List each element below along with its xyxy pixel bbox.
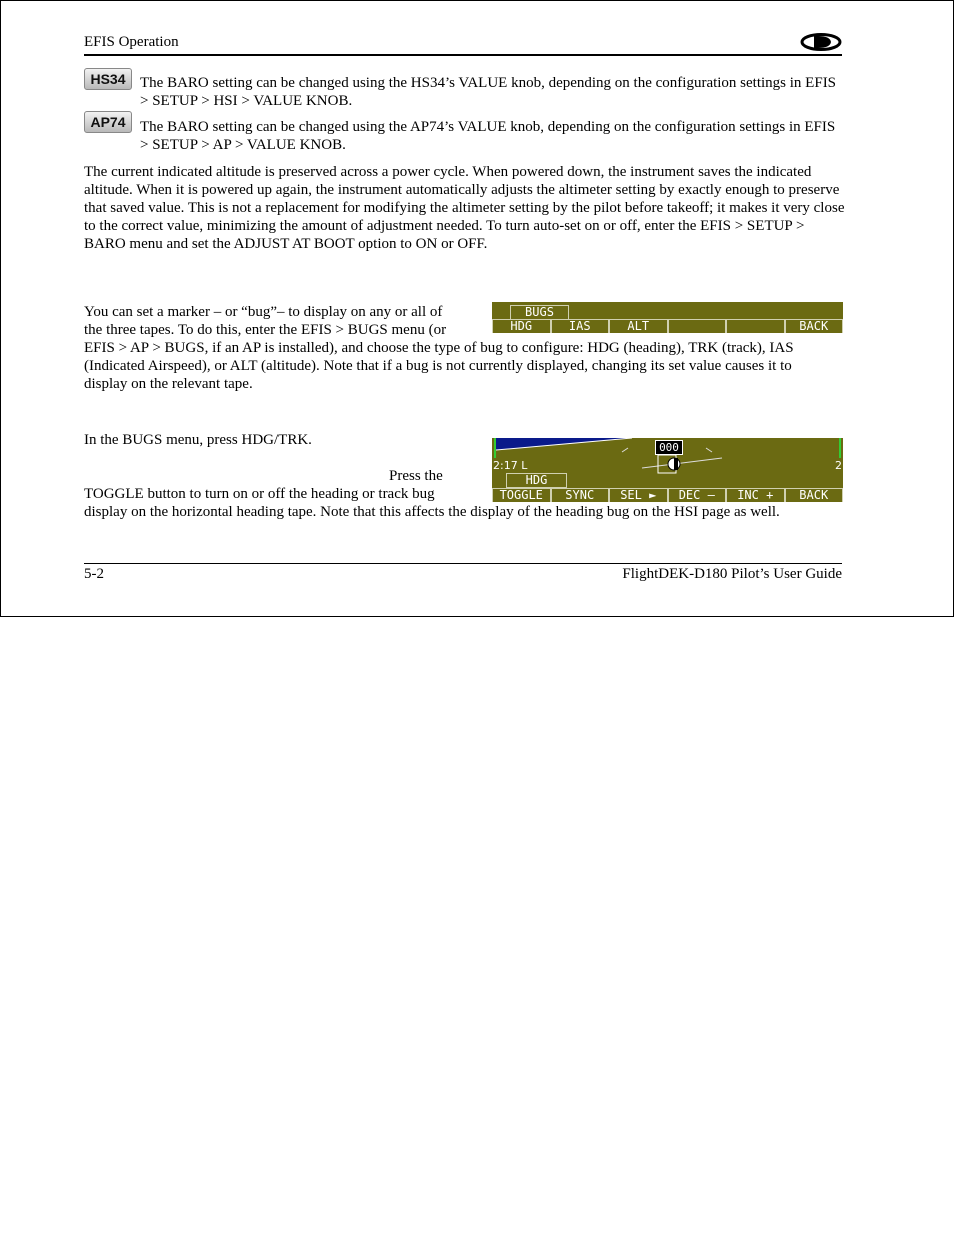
edge-digit: 2 — [835, 459, 842, 472]
inc-button[interactable]: INC + — [726, 488, 785, 502]
bugs-menu-tab: BUGS — [510, 305, 569, 320]
hs34-note: The BARO setting can be changed using the HS34’s VALUE knob, depending on the configuration settings in EFIS > SETUP > HSI > VALUE KNOB. — [140, 75, 837, 109]
sync-button[interactable]: SYNC — [551, 488, 610, 502]
hdg-menu-tab: HDG — [506, 473, 567, 488]
blank-button-5[interactable] — [726, 319, 785, 333]
sel-button[interactable]: SEL ► — [609, 488, 668, 502]
bugs-button-row — [492, 319, 843, 333]
bugs-line-4: (Indicated Airspeed), or ALT (altitude). Note that if a bug is not currently displayed, changing its set value causes it to — [84, 358, 792, 374]
time-readout: 2:17 L — [493, 459, 528, 472]
hdg-paragraph-line-3: TOGGLE button to turn on or off the heading or track bug — [84, 486, 435, 502]
guide-title: FlightDEK-D180 Pilot’s User Guide — [622, 566, 842, 582]
back-button[interactable]: BACK — [785, 319, 844, 333]
bugs-line-3: EFIS > AP > BUGS, if an AP is installed), and choose the type of bug to configure: HDG (heading), TRK (track), IAS — [84, 340, 794, 356]
ias-button[interactable]: IAS — [551, 319, 610, 333]
page-footer — [84, 563, 842, 582]
bugs-line-1: You can set a marker – or “bug”– to display on any or all of — [84, 304, 443, 320]
bugs-line-2: the three tapes. To do this, enter the EFIS > BUGS menu (or — [84, 322, 447, 338]
bugs-menu-screenshot — [492, 302, 843, 333]
hs34-badge: HS34 — [84, 68, 132, 90]
ap74-note: The BARO setting can be changed using the AP74’s VALUE knob, depending on the configuration settings in EFIS > SETUP > AP > VALUE KNOB. — [140, 119, 836, 153]
heading-readout: 000 — [655, 440, 683, 455]
altitude-paragraph: The current indicated altitude is preserved across a power cycle. When powered down, the instrument saves the indicated altitude. When it is powered up again, the instrument automatically adjusts the altimeter setting by exactly enough to preserve that saved value. This is not a replacement for modifying the altimeter setting by the pilot before takeoff; it makes it very close to the correct value, minimizing the amount of adjustment needed. To turn auto-set on or off, enter the EFIS > SETUP > BARO menu and set the ADJUST AT BOOT option to ON or OFF. — [84, 164, 845, 252]
toggle-button[interactable]: TOGGLE — [492, 488, 551, 502]
hdg-back-button[interactable]: BACK — [785, 488, 844, 502]
bugs-line-5: display on the relevant tape. — [84, 376, 253, 392]
header-title: EFIS Operation — [84, 34, 179, 50]
brand-logo-icon — [800, 32, 842, 52]
alt-button[interactable]: ALT — [609, 319, 668, 333]
hdg-menu-screenshot — [492, 438, 843, 502]
hdg-button-row — [492, 488, 843, 502]
ap74-badge: AP74 — [84, 111, 132, 133]
dec-button[interactable]: DEC – — [668, 488, 727, 502]
page-header — [84, 34, 842, 56]
blank-button-4[interactable] — [668, 319, 727, 333]
hdg-button[interactable]: HDG — [492, 319, 551, 333]
hdg-paragraph-line-1: In the BUGS menu, press HDG/TRK. — [84, 432, 312, 448]
hdg-paragraph-line-4: display on the horizontal heading tape. Note that this affects the display of the heading bug on the HSI page as well. — [84, 504, 780, 520]
page-number: 5-2 — [84, 566, 104, 582]
hdg-paragraph-line-2: Press the — [389, 468, 443, 484]
